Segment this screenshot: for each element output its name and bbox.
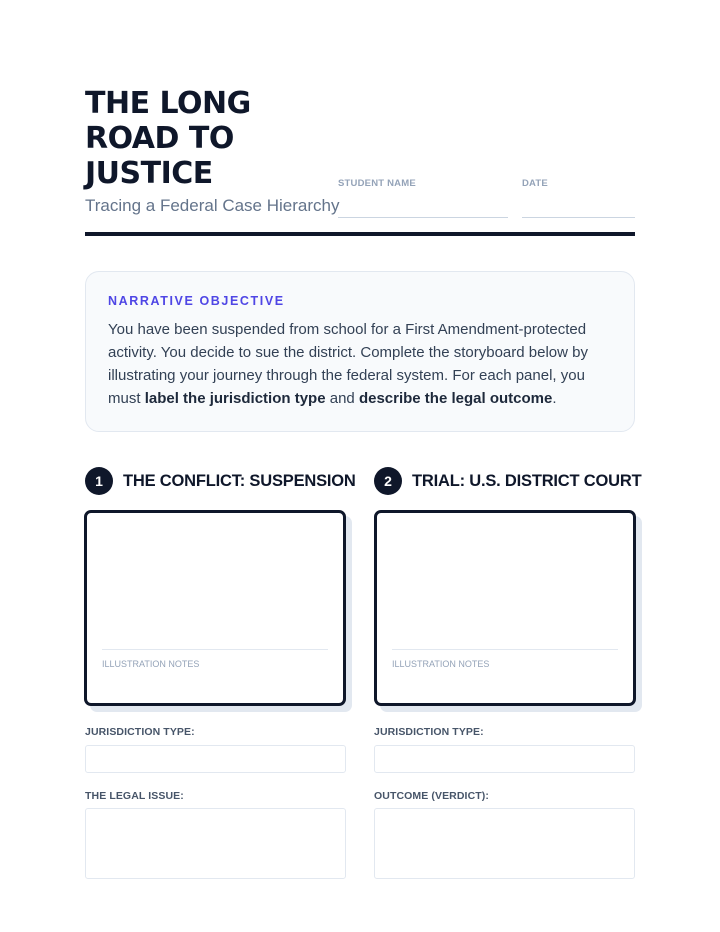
panel-1-illustration-frame[interactable]: [84, 510, 346, 706]
illustration-notes-label: ILLUSTRATION NOTES: [392, 659, 490, 669]
notes-divider: [102, 649, 328, 650]
panel-2-illustration-frame[interactable]: [374, 510, 636, 706]
panel-1-legal-issue-input[interactable]: [85, 808, 346, 879]
panel-2-outcome-input[interactable]: [374, 808, 635, 879]
narrative-objective-box: [85, 271, 635, 432]
student-name-label: STUDENT NAME: [338, 178, 416, 189]
student-name-line: [338, 217, 508, 218]
title-line: THE LONG: [85, 86, 251, 121]
objective-emphasis-outcome: describe the legal outcome: [358, 390, 553, 407]
panel-1-header: [85, 467, 356, 495]
objective-end: .: [552, 390, 557, 407]
worksheet-subtitle: Tracing a Federal Case Hierarchy: [85, 196, 340, 215]
panel-number-badge: 2: [374, 467, 402, 495]
date-line: [522, 217, 635, 218]
worksheet-title: [85, 86, 305, 191]
panel-2-jurisdiction-input[interactable]: [374, 745, 635, 773]
panel-1-jurisdiction-input[interactable]: [85, 745, 346, 773]
illustration-notes-label: ILLUSTRATION NOTES: [102, 659, 200, 669]
panel-2-header: [374, 467, 641, 495]
panel-title: TRIAL: U.S. DISTRICT COURT: [412, 471, 642, 490]
title-line: JUSTICE: [85, 156, 213, 191]
title-line: ROAD TO: [85, 121, 234, 156]
objective-intro: You have been suspended from school for a First Amendment-protected activity. You decide to sue the district. Complete the storyboard below by illustrating your journey through the federal system. For each panel, you must: [108, 321, 588, 407]
objective-emphasis-jurisdiction: label the jurisdiction type: [144, 390, 326, 407]
panel-2-outcome-label: OUTCOME (VERDICT):: [374, 790, 489, 802]
panel-1-jurisdiction-label: JURISDICTION TYPE:: [85, 726, 195, 738]
panel-number-badge: 1: [85, 467, 113, 495]
panel-title: THE CONFLICT: SUSPENSION: [123, 471, 356, 490]
notes-divider: [392, 649, 618, 650]
date-label: DATE: [522, 178, 548, 189]
panel-2-jurisdiction-label: JURISDICTION TYPE:: [374, 726, 484, 738]
objective-text: [108, 318, 612, 410]
date-field[interactable]: [522, 178, 635, 189]
student-name-field[interactable]: [338, 178, 508, 189]
objective-label: NARRATIVE OBJECTIVE: [108, 294, 285, 308]
header-divider: [85, 232, 635, 236]
objective-connector: and: [325, 390, 359, 407]
panel-1-legal-issue-label: THE LEGAL ISSUE:: [85, 790, 184, 802]
